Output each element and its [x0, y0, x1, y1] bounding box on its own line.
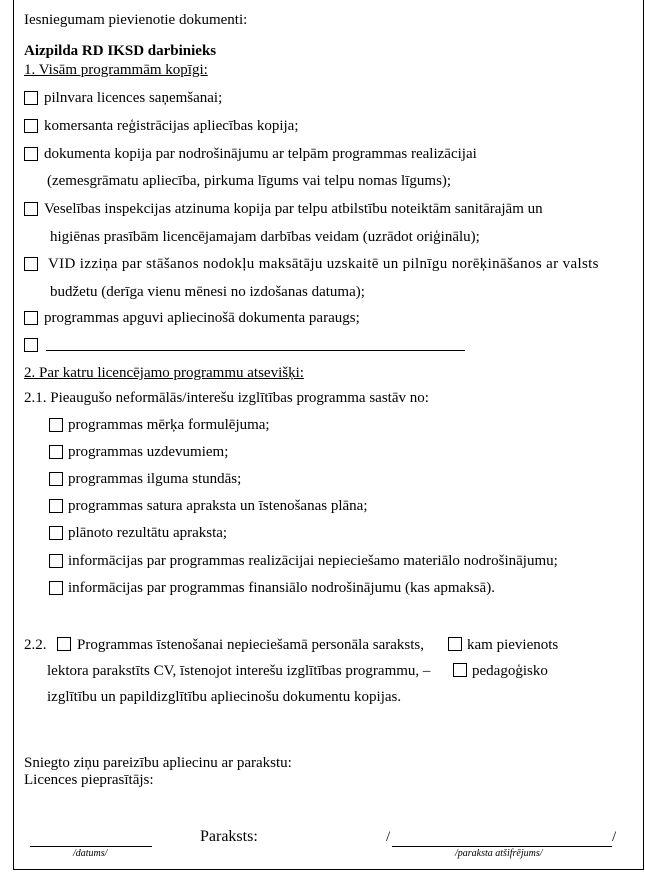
item-program-duration: programmas ilguma stundās;: [68, 471, 242, 487]
applicant-label: Licences pieprasītājs:: [24, 772, 154, 788]
filled-by-heading: Aizpilda RD IKSD darbinieks: [24, 43, 217, 59]
section2-1-heading: 2.1. Pieaugušo neformālās/interešu izglītības programma sastāv no:: [24, 390, 429, 406]
item-material-provision: informācijas par programmas realizācijai nepieciešamo materiālo nodrošinājumu;: [68, 553, 558, 569]
item-lecturer-cv: kam pievienots: [467, 637, 559, 653]
checkbox-program-goal[interactable]: [49, 418, 63, 432]
signature-label: Paraksts:: [200, 828, 258, 845]
certify-statement: Sniegto ziņu pareizību apliecinu ar parakstu:: [24, 755, 292, 771]
checkbox-health-inspection[interactable]: [24, 202, 38, 216]
section2-2-number: 2.2.: [24, 637, 47, 653]
checkbox-material-provision[interactable]: [49, 554, 63, 568]
checkbox-vid-certificate[interactable]: [24, 257, 38, 271]
checkbox-lecturer-cv[interactable]: [448, 637, 462, 651]
checkbox-program-duration[interactable]: [49, 472, 63, 486]
date-caption: /datums/: [73, 848, 108, 859]
checkbox-staff-list[interactable]: [57, 637, 71, 651]
checkbox-registration-copy[interactable]: [24, 119, 38, 133]
checkbox-other-document[interactable]: [24, 338, 38, 352]
checkbox-program-tasks[interactable]: [49, 445, 63, 459]
item-power-of-attorney: pilnvara licences saņemšanai;: [44, 90, 223, 106]
item-health-inspection: Veselības inspekcijas atzinuma kopija par telpu atbilstību noteiktām sanitārajām un: [44, 201, 543, 217]
signature-decode-close: /: [612, 829, 617, 845]
item-pedagogical-docs: pedagoģisko: [472, 663, 548, 679]
item-registration-copy: komersanta reģistrācijas apliecības kopija;: [44, 118, 299, 134]
item-premises-document-cont: (zemesgrāmatu apliecība, pirkuma līgums vai telpu nomas līgums);: [47, 173, 452, 189]
checkbox-program-content[interactable]: [49, 499, 63, 513]
item-pedagogical-docs-cont: izglītību un papildizglītību apliecinošu dokumentu kopijas.: [47, 689, 402, 705]
item-program-content: programmas satura apraksta un īstenošanas plāna;: [68, 498, 368, 514]
item-sample-document: programmas apguvi apliecinošā dokumenta paraugs;: [44, 310, 360, 326]
checkbox-sample-document[interactable]: [24, 311, 38, 325]
checkbox-planned-results[interactable]: [49, 526, 63, 540]
item-planned-results: plānoto rezultātu apraksta;: [68, 525, 228, 541]
date-line[interactable]: [30, 846, 152, 847]
section2-title: 2. Par katru licencējamo programmu atsevišķi:: [24, 365, 304, 381]
section1-title: 1. Visām programmām kopīgi:: [24, 62, 208, 78]
checkbox-financial-provision[interactable]: [49, 581, 63, 595]
other-document-blank-line[interactable]: [46, 350, 465, 351]
signature-decode-line[interactable]: [392, 846, 612, 847]
checkbox-power-of-attorney[interactable]: [24, 91, 38, 105]
item-vid-certificate-cont: budžetu (derīga vienu mēnesi no izdošanas datuma);: [50, 284, 365, 300]
item-premises-document: dokumenta kopija par nodrošinājumu ar telpām programmas realizācijai: [44, 146, 477, 162]
signature-decode-caption: /paraksta atšifrējums/: [455, 848, 543, 859]
item-staff-list: Programmas īstenošanai nepieciešamā personāla saraksts,: [77, 637, 424, 653]
item-financial-provision: informācijas par programmas finansiālo nodrošinājumu (kas apmaksā).: [68, 580, 495, 596]
checkbox-premises-document[interactable]: [24, 147, 38, 161]
item-program-goal: programmas mērķa formulējuma;: [68, 417, 270, 433]
item-lecturer-cv-cont: lektora parakstīts CV, īstenojot interešu izglītības programmu, –: [47, 663, 431, 679]
item-health-inspection-cont: higiēnas prasībām licencējamajam darbības veidam (uzrādot oriģinālu);: [50, 229, 480, 245]
checkbox-pedagogical-docs[interactable]: [453, 663, 467, 677]
attached-docs-heading: Iesniegumam pievienotie dokumenti:: [24, 12, 248, 28]
signature-decode-open: /: [386, 829, 391, 845]
item-program-tasks: programmas uzdevumiem;: [68, 444, 229, 460]
item-vid-certificate: VID izziņa par stāšanos nodokļu maksātāju uzskaitē un pilnīgu norēķināšanos ar valsts: [48, 256, 599, 272]
